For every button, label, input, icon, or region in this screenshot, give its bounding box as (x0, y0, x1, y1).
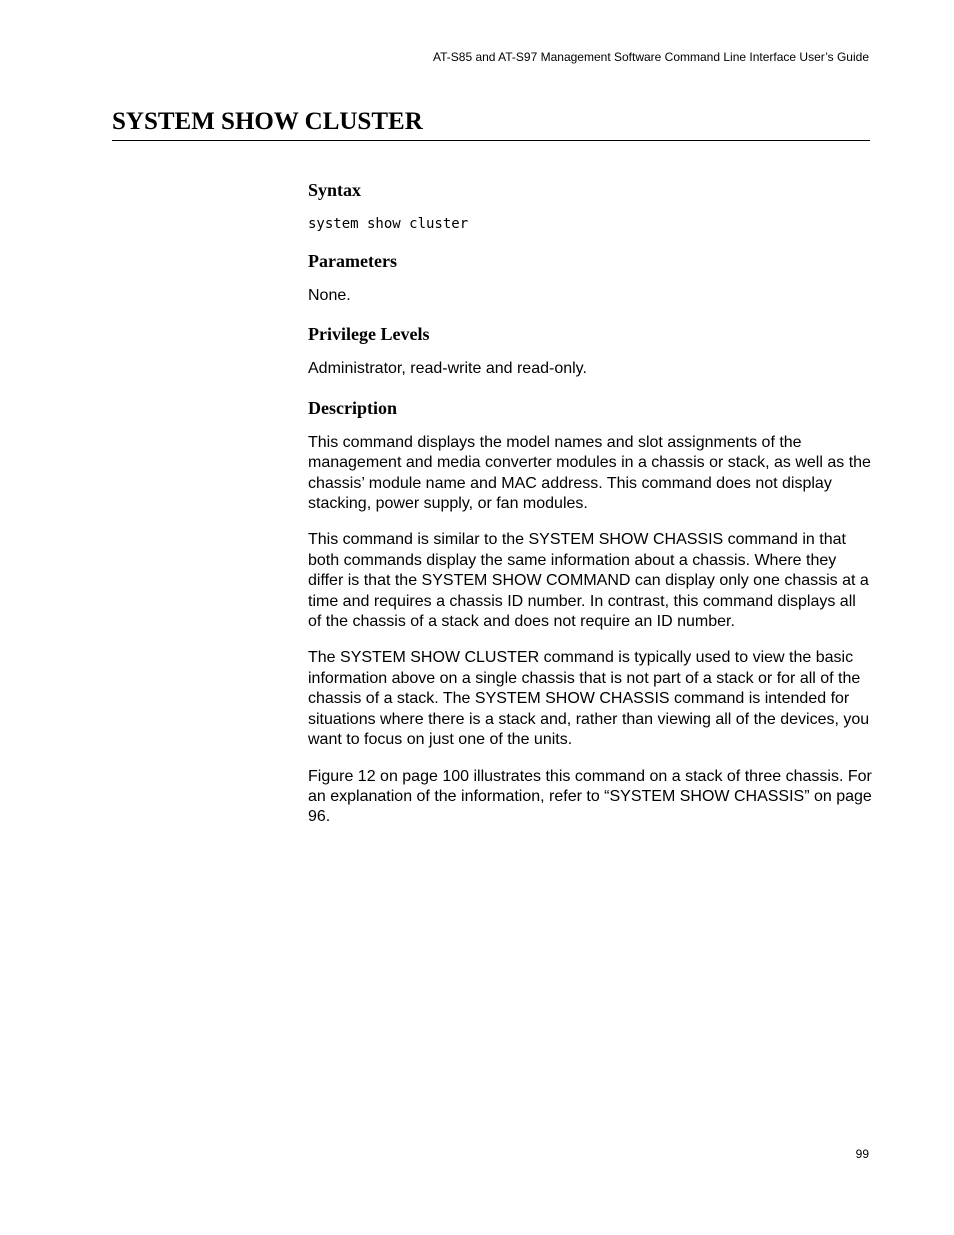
privilege-levels-heading: Privilege Levels (308, 324, 430, 345)
syntax-code: system show cluster (308, 216, 469, 232)
parameters-text: None. (308, 287, 351, 304)
description-heading: Description (308, 397, 397, 418)
syntax-heading: Syntax (308, 180, 362, 200)
running-header: AT-S85 and AT-S97 Management Software Command Line Interface User’s Guide (432, 50, 869, 64)
main-content (308, 179, 872, 828)
description-paragraph: Figure 12 on page 100 illustrates this command on a stack of three chassis. For an explanation of the information, refer to “SYSTEM SHOW CHASSIS” on page 96. (308, 767, 872, 826)
title-rule (112, 140, 870, 141)
page-number: 99 (855, 1147, 869, 1161)
page-title: SYSTEM SHOW CLUSTER (112, 108, 423, 135)
description-paragraph: This command displays the model names and slot assignments of the management and media converter modules in a chassis or stack, as well as the chassis’ module name and MAC address. This command does not display stacking, power supply, or fan modules. (308, 433, 871, 513)
privilege-levels-text: Administrator, read-write and read-only. (308, 360, 587, 378)
parameters-heading: Parameters (308, 251, 397, 271)
description-paragraph: This command is similar to the SYSTEM SHOW CHASSIS command in that both commands display the same information about a chassis. Where they differ is that the SYSTEM SHOW COMMAND can display only one chassis at a time and requires a chassis ID number. In contrast, this command displays all of the chassis of a stack and does not require an ID number. (308, 531, 869, 631)
description-paragraph: The SYSTEM SHOW CLUSTER command is typically used to view the basic information above on a single chassis that is not part of a stack or for all of the chassis of a stack. The SYSTEM SHOW CHASSIS command is intended for situations where there is a stack and, rather than viewing all of the devices, you want to focus on just one of the units. (308, 649, 870, 749)
